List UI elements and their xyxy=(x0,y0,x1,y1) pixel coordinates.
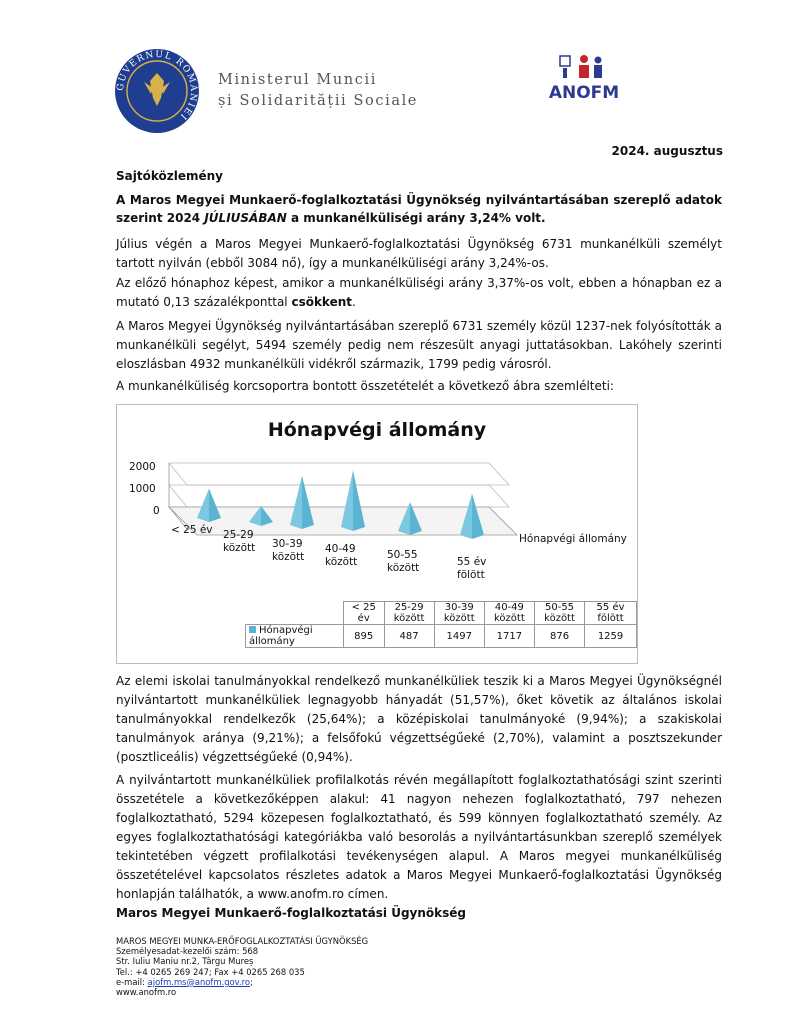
legend-label: Hónapvégi állomány xyxy=(249,625,313,647)
document-title: Sajtóközlemény xyxy=(116,169,223,183)
table-value-cell: 487 xyxy=(384,625,434,648)
footer-email-line xyxy=(116,977,368,987)
table-header-cell: < 25 év xyxy=(343,602,384,625)
footer-contact xyxy=(116,936,368,997)
footer-website[interactable]: www.anofm.ro xyxy=(116,987,177,998)
paragraph-1: Július végén a Maros Megyei Munkaerő-foglalkoztatási Ügynökség 6731 munkanélküli személyt tartott nyilván (ebből 3084 nő), így a munkanélküliségi arány 3,24%-os. xyxy=(116,237,722,270)
pyramid-bar-3-left xyxy=(341,470,353,531)
footer-line-2: Személyesadat-kezelői szám: 568 xyxy=(116,946,259,957)
table-value-cell: 876 xyxy=(534,625,584,648)
lead-text-1: A Maros Megyei Munkaerő-foglalkoztatási Ügynökség nyilvántartásában szereplő adatok szerint 2024 xyxy=(116,193,722,225)
pyramid-bar-0-left xyxy=(197,488,209,522)
footer-email-link[interactable]: ajofm.ms@anofm.gov.ro xyxy=(147,976,250,987)
table-value-cell: 1497 xyxy=(434,625,484,648)
ministry-name xyxy=(218,70,418,112)
table-header-cell: 40-49 között xyxy=(484,602,534,625)
chart-title: Hónapvégi állomány xyxy=(267,419,487,441)
table-header-cell: 50-55 között xyxy=(534,602,584,625)
age-group-chart xyxy=(116,404,638,664)
category-label: < 25 év xyxy=(171,524,213,536)
footer-line-4: Tel.: +4 0265 269 247; Fax +4 0265 268 035 xyxy=(116,966,305,977)
pyramid-bar-3-right xyxy=(353,470,365,531)
anofm-logo-text: ANOFM xyxy=(548,83,620,103)
footer-line-3: Str. Iuliu Maniu nr.2, Târgu Mureș xyxy=(116,956,254,967)
pyramid-bar-2-left xyxy=(290,476,302,529)
government-seal-logo xyxy=(114,48,200,134)
table-header-row xyxy=(246,602,637,625)
paragraph-6: A nyilvántartott munkanélküliek profilalkotás révén megállapított foglalkoztathatósági szint szerinti összetétele a következőképpen alakul: 41 nagyon nehezen foglalkoztatható, 797 nehezen foglalkoztatható, 5294 közepesen foglalkoztatható, és 599 könnyen foglalkoztatható személy. Az egyes foglalkoztathatósági kategóriákba való besorolás a nyilvántartásunkban szereplő személyek tekintetében végzett profilalkotási tevékenységen alapul. A Maros megyei munkanélküliség összetételével kapcsolatos részletes adatok a Maros Megyei Munkaerő-foglalkoztatási Ügynökség honlapján találhatók, a www.anofm.ro címen. xyxy=(116,773,722,901)
lead-text-2: a munkanélküliségi arány 3,24% volt. xyxy=(286,211,546,225)
lead-paragraph xyxy=(116,191,722,227)
y-tick-1000: 1000 xyxy=(129,483,156,495)
table-header-cell: 30-39 között xyxy=(434,602,484,625)
table-value-cell: 1717 xyxy=(484,625,534,648)
pyramid-bar-0-right xyxy=(209,488,221,522)
series-axis-label: Hónapvégi állomány xyxy=(519,533,627,545)
category-label: 50-55 között xyxy=(387,549,420,574)
paragraph-3: A Maros Megyei Ügynökség nyilvántartásában szereplő 6731 személy közül 1237-nek folyósították a munkanélküli segélyt, 5494 személy pedig nem részesült anyagi juttatásokban. Lakóhely szerinti eloszlásban 4932 munkanélküli vidékről származik, 1799 pedig városról. xyxy=(116,319,722,371)
anofm-logo xyxy=(548,52,620,104)
category-label: 40-49 között xyxy=(325,543,358,568)
ministry-line-1: Ministerul Muncii xyxy=(218,72,377,88)
y-tick-2000: 2000 xyxy=(129,461,156,473)
ministry-line-2: și Solidarității Sociale xyxy=(218,93,418,109)
seal-text: GUVERNUL ROMÂNIEI xyxy=(115,49,199,122)
signature: Maros Megyei Munkaerő-foglalkoztatási Ügynökség xyxy=(116,906,466,920)
pyramid-bar-2-right xyxy=(302,476,314,529)
footer-email-suffix: ; xyxy=(249,976,253,987)
paragraph-2-emph: csökkent xyxy=(291,295,353,309)
legend-cell xyxy=(246,625,344,648)
chart-data-table xyxy=(245,601,637,648)
table-value-cell: 1259 xyxy=(585,625,637,648)
paragraph-5: Az elemi iskolai tanulmányokkal rendelkező munkanélküliek teszik ki a Maros Megyei Ügynökségnél nyilvántartott munkanélküliek legnagyobb hányadát (51,57%), őket követik az általános iskolai tanulmányokkal rendelkezők (25,64%); a középiskolai tanulmányoké (9,94%); a szakiskolai tanulmányok aránya (9,21%); a felsőfokú végzettségűeké (2,70%), valamint a posztszekunder (posztliceális) végzettségűeké (0,94%). xyxy=(116,674,722,764)
document-date: 2024. augusztus xyxy=(611,144,723,158)
footer-line-1: MAROS MEGYEI MUNKA-ERŐFOGLALKOZTATÁSI ÜGYNÖKSÉG xyxy=(116,936,369,946)
table-header-cell: 25-29 között xyxy=(384,602,434,625)
paragraph-2-a: Az előző hónaphoz képest, amikor a munkanélküliségi arány 3,37%-os volt, ebben a hónapban ez a mutató 0,13 százalékponttal xyxy=(116,276,722,309)
table-value-cell: 895 xyxy=(343,625,384,648)
paragraph-4: A munkanélküliség korcsoportra bontott összetételét a következő ábra szemlélteti: xyxy=(116,379,614,393)
lead-month: JÚLIUSÁBAN xyxy=(204,211,287,225)
paragraph-2 xyxy=(116,274,722,312)
y-tick-0: 0 xyxy=(153,505,160,517)
category-label: 55 év fölött xyxy=(457,556,487,581)
table-row xyxy=(246,625,637,648)
footer-email-label: e-mail: xyxy=(116,976,148,987)
category-label: 30-39 között xyxy=(272,538,305,563)
paragraph-2-c: . xyxy=(352,295,356,309)
legend-swatch xyxy=(249,626,256,633)
table-header-cell: 55 év fölött xyxy=(585,602,637,625)
category-label: 25-29 között xyxy=(223,529,256,554)
